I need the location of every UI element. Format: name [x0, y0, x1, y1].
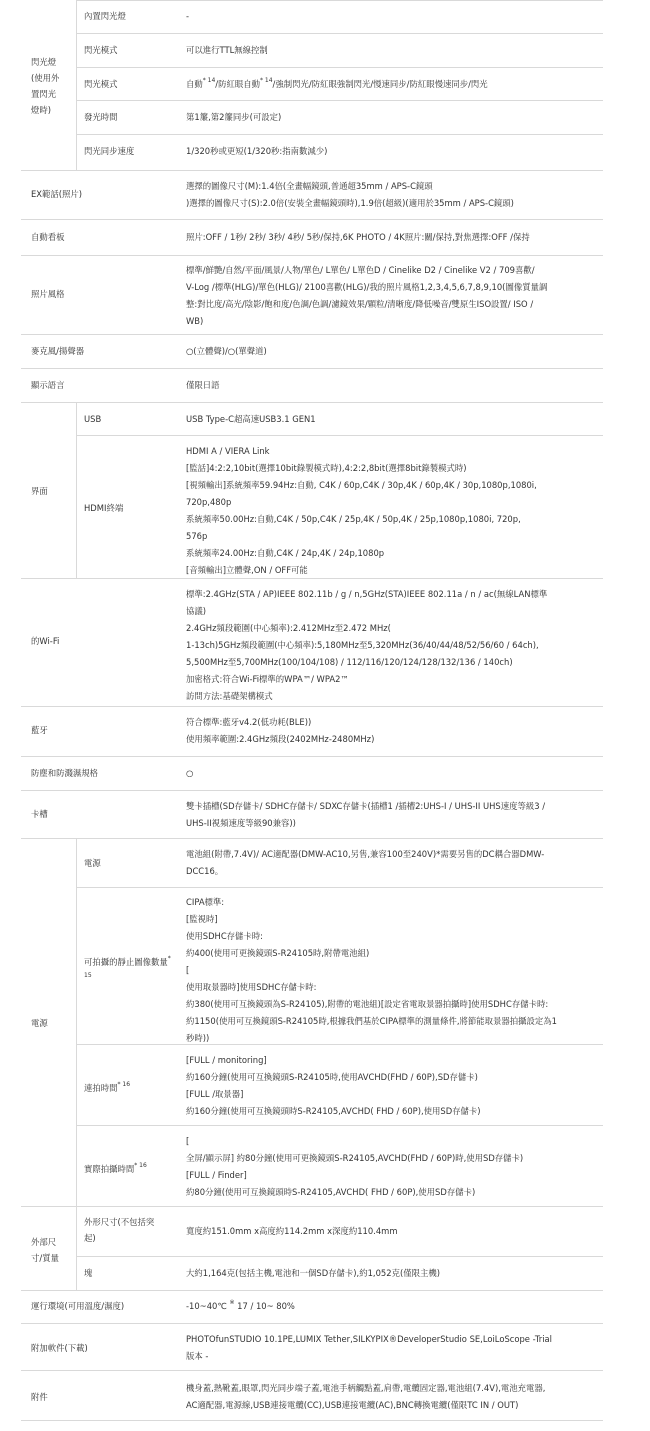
footnote-marker: * 15 [84, 955, 171, 979]
wifi-label: 的Wi-Fi [31, 636, 60, 646]
text-line: 576p [186, 531, 208, 541]
continuous-time-text: 連拍時間 [84, 1083, 118, 1093]
text-line: V-Log /標準(HLG)/單色(HLG)/ 2100喜歡(HLG)/我的照片風格1,2,3,4,5,6,7,8,9,10(圖像質量調 [186, 282, 548, 292]
footnote-marker: * 14 [202, 77, 216, 84]
text-line: 加密格式:符合Wi-Fi標準的WPA™/ WPA2™ [186, 674, 349, 684]
flash-timing-value: 第1簾,第2簾同步(可設定) [186, 112, 282, 122]
display-language-label: 顯示語言 [31, 380, 65, 390]
text-line: [FULL / Finder] [186, 1170, 247, 1180]
row-divider [21, 1323, 603, 1324]
operating-env-label: 運行環境(可用溫度/濕度) [31, 1301, 125, 1311]
operating-env-temp: -10~40℃ [186, 1301, 227, 1311]
flash-mode-label: 閃光模式 [84, 45, 118, 55]
text-line: [視頻輸出]系統頻率59.94Hz:自動, C4K / 60p,C4K / 30p,4K / 60p,4K / 30p,1080p,1080i, [186, 480, 537, 490]
text-line: 秒時)) [186, 1033, 210, 1043]
row-divider [21, 255, 603, 256]
row-divider [21, 334, 603, 335]
text-line: AC適配器,電源線,USB連接電纜(CC),USB連接電纜(AC),BNC轉換電纜(僅限TC IN / OUT) [186, 1400, 519, 1410]
text-line: 電池組(附帶,7.4V)/ AC適配器(DMW-AC10,另售,兼容100至240V)*需要另售的DC耦合器DMW- [186, 849, 545, 859]
mic-label: 麥克風/揚聲器 [31, 346, 85, 356]
hdmi-label: HDMI終端 [84, 503, 124, 513]
auto-review-value: 照片:OFF / 1秒/ 2秒/ 3秒/ 4秒/ 5秒/保持,6K PHOTO / 4K照片:關/保持,對焦選擇:OFF /保持 [186, 232, 530, 242]
text-line: 720p,480p [186, 497, 232, 507]
text-line: [監話]4:2:2,10bit(選擇10bit錄製模式時),4:2:2,8bit(選擇8bit錄製模式時) [186, 463, 467, 473]
text-line: [監視時] [186, 914, 218, 924]
photo-style-value [186, 262, 596, 330]
text-line: 訪問方法:基礎架構模式 [186, 691, 273, 701]
text-line: [FULL / monitoring] [186, 1055, 267, 1065]
hdmi-value [186, 443, 596, 579]
row-divider [76, 67, 603, 68]
text-line: 使用頻率範圍:2.4GHz頻段(2402MHz-2480MHz) [186, 734, 375, 744]
text-line: 約400(使用可更換鏡頭S-R24105時,附帶電池組) [186, 948, 370, 958]
text-line: WB) [186, 316, 204, 326]
row-divider [21, 368, 603, 369]
software-label: 附加軟件(下載) [31, 1343, 88, 1353]
flash-mode-value: 可以進行TTL無線控制 [186, 45, 268, 55]
text-line: 協議) [186, 606, 207, 616]
footnote-marker: * 16 [134, 1162, 147, 1169]
flash-sync-value: 1/320秒或更短(1/320秒:指南數減少) [186, 146, 328, 156]
text-line: 整:對比度/高光/陰影/飽和度/色調/色調/濾鏡效果/顆粒/清晰度/降低噪音/雙原生ISO設置/ ISO / [186, 299, 534, 309]
row-divider [76, 33, 603, 34]
actual-time-label [84, 1161, 176, 1178]
operating-env-value [186, 1298, 596, 1315]
usb-label: USB [84, 414, 102, 424]
text-line: 系統頻率50.00Hz:自動,C4K / 50p,C4K / 25p,4K / 50p,4K / 25p,1080p,1080i, 720p, [186, 514, 521, 524]
software-value [186, 1331, 596, 1365]
interface-label: 界面 [31, 486, 48, 496]
size-label: 外形尺寸(不包括突 起) [84, 1217, 155, 1243]
flash-builtin-label: 內置閃光燈 [84, 11, 126, 21]
text-line: HDMI A / VIERA Link [186, 446, 270, 456]
row-divider [21, 756, 603, 757]
flash-sync-label: 閃光同步速度 [84, 146, 135, 156]
text-line: 1-13ch)5GHz頻段範圍(中心頻率):5,180MHz至5,320MHz(36/40/44/48/52/56/60 / 64ch), [186, 640, 539, 650]
mic-value: ○(立體聲)/○(單聲道) [186, 346, 267, 356]
text-line: [FULL /取景器] [186, 1089, 244, 1099]
text-line: 使用SDHC存儲卡時: [186, 931, 263, 941]
flash-builtin-value: - [186, 11, 190, 21]
text-line: 標準/鮮艷/自然/平面/風景/人物/單色/ L單色/ L單色D / Cinelike D2 / Cinelike V2 / 709喜歡/ [186, 265, 535, 275]
flash-mode-text: /強制閃光/防紅眼強制閃光/慢速同步/防紅眼慢速同步/閃光 [272, 79, 488, 89]
battery-shots-text: 可拍攝的靜止圖像數量 [84, 957, 168, 967]
continuous-time-value [186, 1052, 596, 1120]
accessories-value [186, 1380, 596, 1414]
row-divider [21, 1290, 603, 1291]
row-divider [76, 1256, 603, 1257]
auto-review-label: 自動看板 [31, 232, 65, 242]
dimensions-group-label: 外部尺 寸/質量 [31, 1237, 59, 1263]
bluetooth-label: 藍牙 [31, 725, 48, 735]
mass-value: 大約1,164克(包括主機,電池和一個SD存儲卡),約1,052克(僅限主機) [186, 1268, 440, 1278]
text-line: )選擇的圖像尺寸(S):2.0倍(安裝全畫幅鏡頭時),1.9倍(超級)(適用於35mm / APS-C鏡頭) [186, 198, 514, 208]
text-line: 符合標準:藍牙v4.2(低功耗(BLE)) [186, 717, 312, 727]
text-line: 系統頻率24.00Hz:自動,C4K / 24p,4K / 24p,1080p [186, 548, 385, 558]
text-line: 機身蓋,熱靴蓋,眼罩,閃光同步端子蓋,電池手柄觸點蓋,肩帶,電纜固定器,電池組(7.4V),電池充電器, [186, 1383, 546, 1393]
flash-mode-text: 自動 [186, 79, 203, 89]
row-divider [76, 435, 603, 436]
ex-zoom-value [186, 178, 596, 212]
footnote-marker: ※ [229, 1299, 235, 1306]
size-value: 寬度約151.0mm x高度約114.2mm x深度約110.4mm [186, 1226, 398, 1236]
text-line: 約160分鐘(使用可互換鏡頭S-R24105時,使用AVCHD(FHD / 60P),SD存儲卡) [186, 1072, 478, 1082]
flash-modes-list [186, 76, 596, 93]
text-line: 2.4GHz頻段範圍(中心頻率):2.412MHz至2.472 MHz( [186, 623, 391, 633]
row-divider [76, 887, 603, 888]
text-line: DCC16。 [186, 866, 224, 876]
row-divider [21, 1370, 603, 1371]
bluetooth-value [186, 714, 596, 748]
text-line: 全屏/顯示屏] 約80分鐘(使用可更換鏡頭S-R24105,AVCHD(FHD / 60P)時,使用SD存儲卡) [186, 1153, 524, 1163]
usb-value: USB Type-C超高速USB3.1 GEN1 [186, 414, 316, 424]
card-slot-label: 卡槽 [31, 809, 48, 819]
text-line: 約380(使用可互換鏡頭為S-R24105),附帶的電池組)[設定省電取景器拍攝時]使用SDHC存儲卡時: [186, 999, 549, 1009]
text-line: 約1150(使用可互換鏡頭S-R24105時,根據我們基於CIPA標準的測量條件,將節能取景器拍攝設定為1 [186, 1016, 557, 1026]
text-line: [ [186, 965, 190, 975]
card-slot-value [186, 798, 596, 832]
row-divider [21, 1206, 603, 1207]
text-line: 選擇的圖像尺寸(M):1.4倍(全畫幅鏡頭,普通超35mm / APS-C鏡頭 [186, 181, 433, 191]
row-divider [21, 402, 603, 403]
text-line: PHOTOfunSTUDIO 10.1PE,LUMIX Tether,SILKYPIX®DeveloperStudio SE,LoiLoScope -Trial [186, 1334, 552, 1344]
row-divider [76, 134, 603, 135]
row-divider [76, 0, 603, 1]
row-divider [21, 838, 603, 839]
wifi-value [186, 586, 596, 705]
text-line: 雙卡插槽(SD存儲卡/ SDHC存儲卡/ SDXC存儲卡(插槽1 /插槽2:UHS-I / UHS-II UHS速度等級3 / [186, 801, 546, 811]
power-source-value [186, 846, 596, 880]
row-divider [76, 1125, 603, 1126]
actual-time-value [186, 1133, 596, 1201]
text-line: [ [186, 1136, 190, 1146]
text-line: 5,500MHz至5,700MHz(100/104/108) / 112/116/120/124/128/132/136 / 140ch) [186, 657, 513, 667]
spec-table [21, 0, 603, 1431]
operating-env-humidity: 17 / 10~ 80% [237, 1301, 295, 1311]
battery-shots-label [84, 954, 172, 988]
continuous-time-label [84, 1080, 176, 1097]
flash-group-label: 閃光燈 (使用外 置閃光 燈時) [31, 57, 60, 115]
text-line: 標準:2.4GHz(STA / AP)IEEE 802.11b / g / n,5GHz(STA)IEEE 802.11a / n / ac(無線LAN標準 [186, 589, 548, 599]
power-group-label: 電源 [31, 1018, 48, 1028]
text-line: 約160分鐘(使用可互換鏡頭時S-R24105,AVCHD( FHD / 60P),使用SD存儲卡) [186, 1106, 481, 1116]
flash-mode-label: 閃光模式 [84, 79, 118, 89]
mass-label: 塊 [84, 1268, 93, 1278]
row-divider [21, 1420, 603, 1421]
ex-zoom-label: EX範話(照片) [31, 189, 83, 199]
text-line: 使用取景器時]使用SDHC存儲卡時: [186, 982, 317, 992]
display-language-value: 僅限日語 [186, 380, 220, 390]
text-line: [音頻輸出]立體聲,ON / OFF可能 [186, 565, 308, 575]
flash-timing-label: 發光時間 [84, 112, 118, 122]
text-line: 約80分鐘(使用可互換鏡頭時S-R24105,AVCHD( FHD / 60P),使用SD存儲卡) [186, 1187, 476, 1197]
row-divider [21, 706, 603, 707]
row-divider [76, 100, 603, 101]
footnote-marker: * 14 [260, 77, 273, 84]
accessories-label: 附件 [31, 1392, 48, 1402]
battery-shots-value [186, 894, 596, 1047]
weather-sealing-label: 防塵和防濺濕規格 [31, 768, 98, 778]
text-line: 版本 - [186, 1351, 209, 1361]
footnote-marker: * 16 [117, 1081, 131, 1088]
row-divider [21, 790, 603, 791]
flash-mode-text: /防紅眼自動 [215, 79, 260, 89]
row-divider [21, 170, 603, 171]
text-line: CIPA標準: [186, 897, 225, 907]
text-line: UHS-II視頻速度等級90兼容)) [186, 818, 296, 828]
photo-style-label: 照片風格 [31, 289, 65, 299]
power-source-label: 電源 [84, 858, 101, 868]
actual-time-text: 實際拍攝時間 [84, 1164, 135, 1174]
weather-sealing-value: ○ [186, 768, 194, 778]
row-divider [21, 219, 603, 220]
